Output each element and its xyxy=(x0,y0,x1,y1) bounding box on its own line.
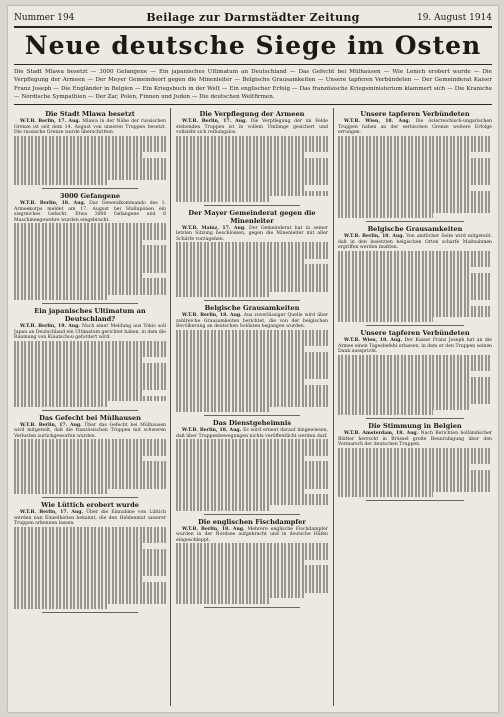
article xyxy=(14,307,166,411)
article-heading: Die Stadt Mlawa besetzt xyxy=(45,110,135,118)
article-heading: Das Dienstgeheimnis xyxy=(212,419,292,427)
article-dateline: W.T.B. Berlin, 18. Aug. xyxy=(20,201,86,206)
article xyxy=(176,419,328,515)
article-heading: Ein japanisches Ultimatum an Deutschland? xyxy=(34,307,146,323)
issue-number: Nummer 194 xyxy=(14,13,75,23)
article-heading: Unsere tapferen Verbündeten xyxy=(360,329,470,337)
article-text: Aus zuverlässiger Quelle wird über zahlreiche Grausamkeiten berichtet, die von der belgischen Bevölkerung an deutschen Soldaten begangen wurden. xyxy=(176,313,328,329)
article-text: Über das Gefecht bei Mülhausen wird mitgeteilt, daß die französischen Truppen mit schweren Verlusten zurückgeworfen wurden. xyxy=(14,422,166,439)
article-heading: Die Stimmung in Belgien xyxy=(368,422,462,430)
issue-date: 19. August 1914 xyxy=(416,13,492,23)
article-dateline: W.T.B. Berlin, 17. Aug. xyxy=(20,510,84,515)
column-1 xyxy=(14,108,166,708)
article-separator xyxy=(42,303,138,304)
page-headline: Neue deutsche Siege im Osten xyxy=(24,31,482,60)
article-dateline: W.T.B. Berlin, 19. Aug. xyxy=(20,324,80,329)
article-heading: Belgische Grausamkeiten xyxy=(367,225,463,233)
article-body xyxy=(176,119,328,136)
article-body xyxy=(176,428,328,439)
article-body xyxy=(176,527,328,544)
text-line xyxy=(176,292,270,298)
article xyxy=(176,518,328,608)
summary-rule-bottom xyxy=(14,104,492,105)
column-rule xyxy=(333,108,334,706)
article-separator xyxy=(204,300,300,301)
text-line xyxy=(176,505,270,511)
masthead-rule xyxy=(14,26,492,28)
article-dateline: W.T.B. Berlin, 18. Aug. xyxy=(182,526,245,532)
text-line xyxy=(14,489,108,495)
article-separator xyxy=(204,514,300,515)
article-separator xyxy=(42,497,138,498)
article xyxy=(176,304,328,416)
article-text: Der Kaiser Franz Joseph hat an die Armee einen Tagesbefehl erlassen, in dem er den Truppen seinen Dank ausspricht. xyxy=(338,338,492,354)
article xyxy=(176,110,328,206)
summary-rule-top xyxy=(14,64,492,65)
article-text: Es wird erneut darauf hingewiesen, daß über Truppenbewegungen nichts veröffentlicht werden darf. xyxy=(176,428,328,439)
article-dateline: W.T.B. Amsterdam, 18. Aug. xyxy=(344,431,419,436)
article-text: Nach einer Meldung aus Tokio soll Japan an Deutschland ein Ultimatum gerichtet haben, in dem die Räumung von Kiautschou gefordert wird. xyxy=(14,324,166,340)
article-body xyxy=(338,431,492,448)
article-text: Von amtlicher Seite wird mitgeteilt, daß in den besetzten belgischen Orten scharfe Maßnahmen ergriffen werden mußten. xyxy=(338,234,492,250)
article-separator xyxy=(204,607,300,608)
article-text: Die Verpflegung der im Felde stehenden Truppen ist in vollem Umfange gesichert und vollzieht sich reibungslos. xyxy=(176,119,328,135)
article-text: Die österreichisch-ungarischen Truppen haben an der serbischen Grenze weitere Erfolge errungen. xyxy=(338,119,492,135)
text-line xyxy=(14,295,108,301)
article-heading: Die englischen Fischdampfer xyxy=(198,517,306,526)
article-separator xyxy=(204,205,300,206)
text-line xyxy=(14,180,108,186)
article-text: Mlawa in der Nähe der russischen Grenze ist seit dem 14. August von unseren Truppen besetzt. Die russische Grenze wurde überschritten. xyxy=(14,119,166,135)
article-dateline: W.T.B. Berlin, 18. Aug. xyxy=(182,428,242,433)
article-heading: Das Gefecht bei Mülhausen xyxy=(39,413,141,422)
article-heading: Der Mayer Gemeinderat gegen die Minenleiter xyxy=(188,208,316,225)
article-dateline: W.T.B. Berlin, 17. Aug. xyxy=(20,119,81,124)
article-separator xyxy=(366,418,464,419)
article-dateline: W.T.B. Berlin, 18. Aug. xyxy=(344,234,405,239)
article xyxy=(14,192,166,304)
article-heading: Belgische Grausamkeiten xyxy=(204,304,300,312)
article-dateline: W.T.B. Berlin, 17. Aug. xyxy=(20,422,82,428)
article-separator xyxy=(42,612,138,613)
article-body xyxy=(176,226,328,243)
article xyxy=(176,209,328,302)
article xyxy=(14,110,166,189)
article-heading: Die Verpflegung der Armeen xyxy=(199,110,305,118)
article xyxy=(338,422,492,501)
article-separator xyxy=(42,410,138,411)
newspaper-page xyxy=(8,6,498,712)
article-dateline: W.T.B. Berlin, 18. Aug. xyxy=(182,313,242,318)
text-line xyxy=(338,317,433,323)
article-body xyxy=(338,338,492,355)
article-separator xyxy=(366,325,464,326)
article-body xyxy=(338,234,492,251)
column-2 xyxy=(176,108,328,708)
article-text: Nach Berichten holländischer Blätter herrscht in Brüssel große Beunruhigung über den Vormarsch der deutschen Truppen. xyxy=(338,431,492,447)
text-line xyxy=(338,410,433,416)
text-line xyxy=(14,604,108,610)
article-dateline: W.T.B. Mainz, 17. Aug. xyxy=(182,225,246,231)
text-line xyxy=(176,598,270,604)
column-3 xyxy=(338,108,492,708)
article xyxy=(14,414,166,499)
article-dateline: W.T.B. Wien, 18. Aug. xyxy=(344,119,411,124)
text-line xyxy=(338,213,433,219)
article xyxy=(338,329,492,419)
article-body xyxy=(14,510,166,527)
article-text: Das Generalkommando des 1. Armeekorps meldet am 17. August bei Stallupönen ein siegreiches Gefecht. Etwa 3000 Gefangene und 6 Maschinengewehre wurden eingebracht. xyxy=(14,201,166,223)
text-line xyxy=(176,407,270,413)
article-body xyxy=(14,423,166,440)
article-separator xyxy=(204,415,300,416)
text-line xyxy=(338,492,433,498)
article-dateline: W.T.B. Berlin, 17. Aug. xyxy=(182,119,247,124)
contents-summary: Die Stadt Mlawa besetzt — 3000 Gefangene — Ein japanisches Ultimatum an Deutschland — Das Gefecht bei Mülhausen — Wie Lenich erobert wurde — Die Verpflegung der Armeen — Der Meyer Gemeindeort gegen die Minenleiter — Belgische Grausamkeiten — Unsere tapferen Verbündeten — Der Gemeinderat Kaiser Franz Joseph — Die Engländer in Belgien — Ein Kriegsbuch in der Welt — Ein englischer Erfolg — Das französische Kriegsministerium klammert sich — Die Kraniche — Nordische Sympathien — Der Zar, Polen, Finnen und Juden — Die deutschen Weltfirmen. xyxy=(14,69,492,100)
article-separator xyxy=(366,500,464,501)
article-text: Über die Einnahme von Lüttich werden nun Einzelheiten bekannt, die den Heldenmut unserer Truppen erkennen lassen. xyxy=(14,510,166,526)
text-line xyxy=(176,196,270,202)
article-heading: Unsere tapferen Verbündeten xyxy=(360,110,470,118)
article-heading: Wie Lüttich erobert wurde xyxy=(41,501,139,509)
article-dateline: W.T.B. Wien, 18. Aug. xyxy=(344,338,403,343)
article-text: Mehrere englische Fischdampfer wurden in der Nordsee aufgebracht und in deutsche Häfen eingeschleppt. xyxy=(176,526,328,543)
article-separator xyxy=(42,188,138,189)
article-text: Der Gemeinderat hat in seiner letzten Sitzung beschlossen, gegen die Minenleiter mit aller Schärfe vorzugehen. xyxy=(176,225,328,242)
article-separator xyxy=(366,221,464,222)
column-rule xyxy=(170,108,171,706)
paper-title: Beilage zur Darmstädter Zeitung xyxy=(146,11,360,24)
article-heading: 3000 Gefangene xyxy=(59,192,121,200)
article-body xyxy=(14,324,166,341)
article xyxy=(338,225,492,326)
article xyxy=(338,110,492,222)
article-body xyxy=(14,201,166,223)
text-line xyxy=(14,401,108,407)
article-body xyxy=(338,119,492,136)
article-body xyxy=(14,119,166,136)
article xyxy=(14,501,166,613)
article-body xyxy=(176,313,328,330)
